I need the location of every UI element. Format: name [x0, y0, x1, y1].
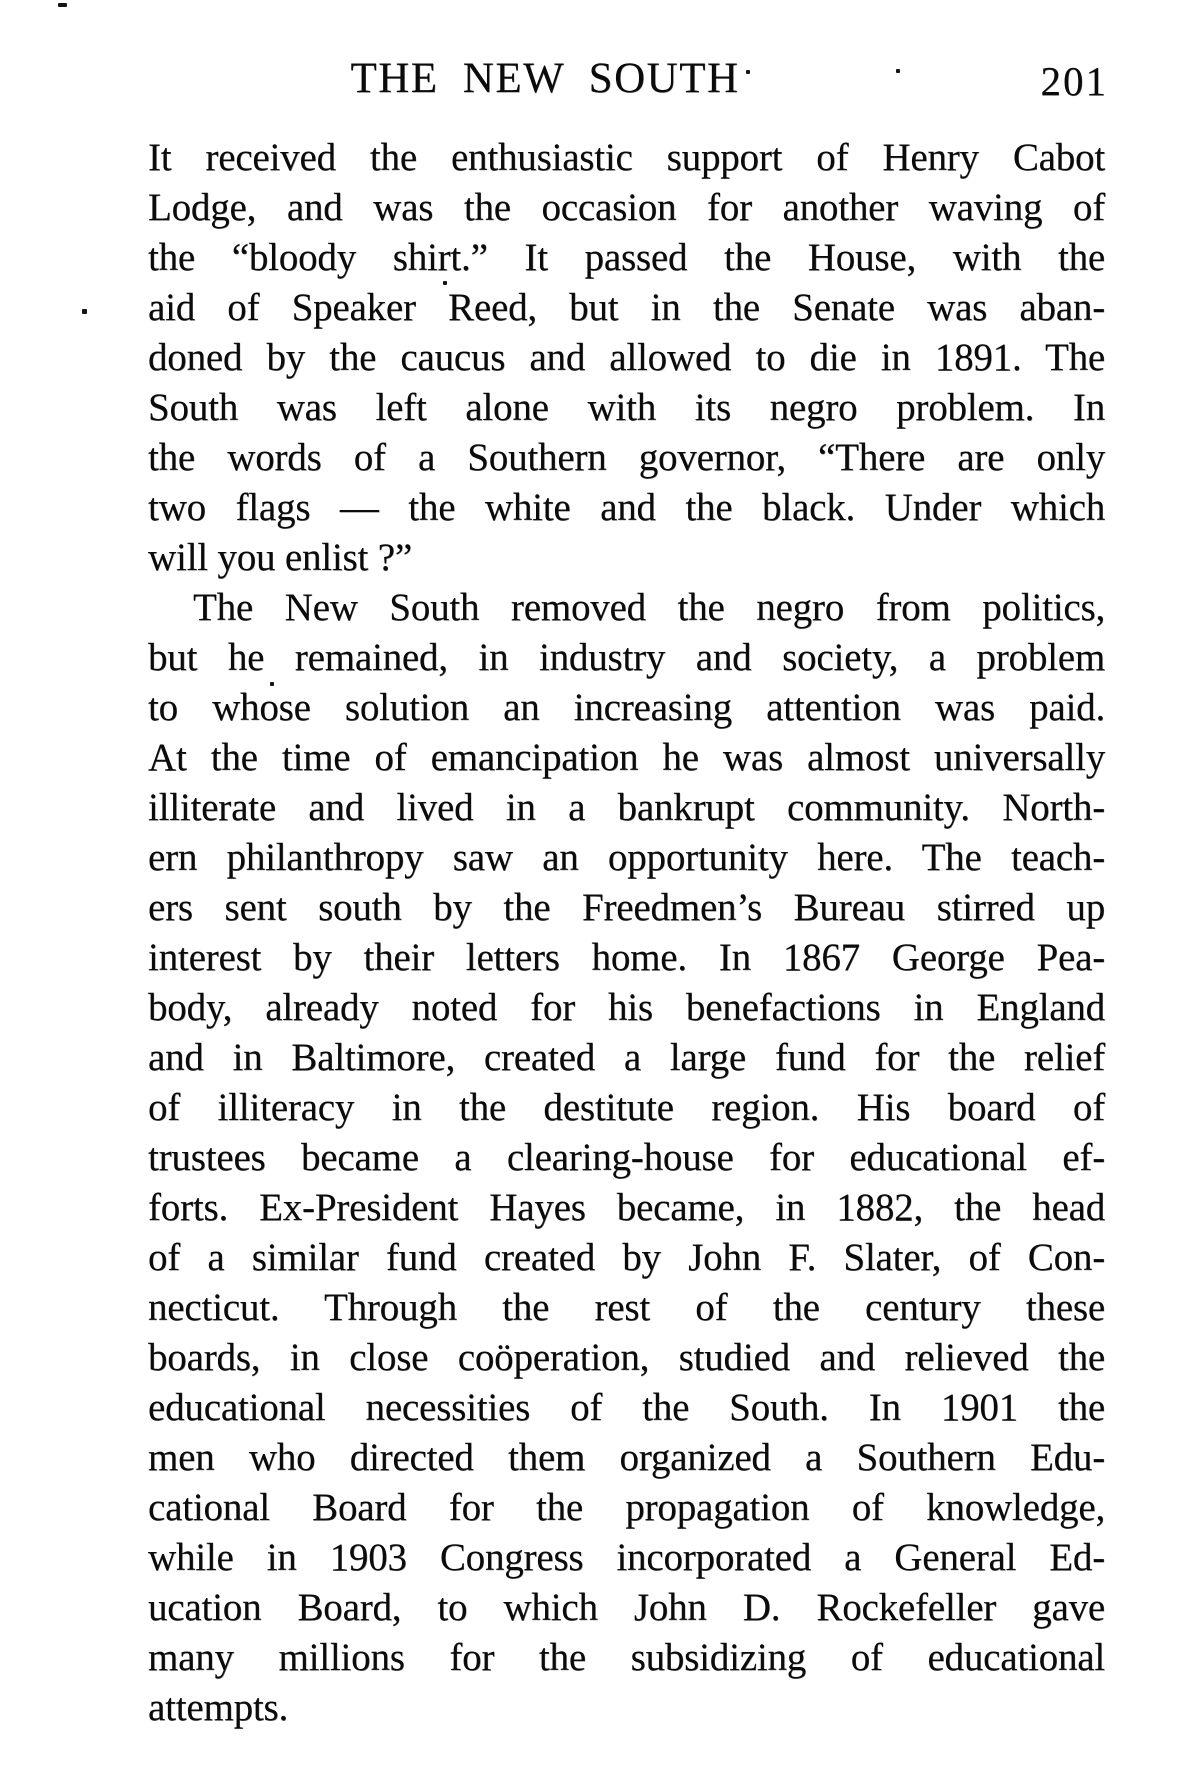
text-line: Lodge, and was the occasion for another waving of	[148, 186, 1105, 229]
scan-speck	[443, 281, 447, 285]
text-line: of illiteracy in the destitute region. His board of	[148, 1086, 1105, 1129]
text-line: necticut. Through the rest of the century these	[148, 1286, 1105, 1329]
text-line: doned by the caucus and allowed to die in 1891. The	[148, 336, 1105, 379]
scan-speck	[82, 309, 87, 314]
scan-speck	[58, 3, 67, 7]
text-line: the “bloody shirt.” It passed the House, with the	[148, 236, 1105, 279]
text-line: South was left alone with its negro problem. In	[148, 386, 1105, 429]
text-line: It received the enthusiastic support of Henry Cabot	[148, 136, 1105, 179]
text-line: The New South removed the negro from politics,	[193, 586, 1105, 629]
text-line: boards, in close coöperation, studied and relieved the	[148, 1336, 1105, 1379]
text-line: will you enlist ?”	[148, 536, 412, 579]
text-line: illiterate and lived in a bankrupt community. North-	[148, 786, 1105, 829]
text-line: ucation Board, to which John D. Rockefeller gave	[148, 1586, 1105, 1629]
text-line: two flags — the white and the black. Under which	[148, 486, 1105, 529]
text-line: educational necessities of the South. In 1901 the	[148, 1386, 1105, 1429]
text-line: men who directed them organized a Southern Edu-	[148, 1436, 1105, 1479]
text-line: and in Baltimore, created a large fund for the relief	[148, 1036, 1105, 1079]
text-line: of a similar fund created by John F. Slater, of Con-	[148, 1236, 1105, 1279]
scan-speck	[270, 682, 274, 686]
text-line: ern philanthropy saw an opportunity here. The teach-	[148, 836, 1105, 879]
page-number: 201	[1040, 58, 1108, 104]
body-text	[148, 133, 1105, 1733]
text-line: aid of Speaker Reed, but in the Senate was aban-	[148, 286, 1105, 329]
scan-speck	[896, 69, 900, 73]
text-line: At the time of emancipation he was almost universally	[148, 736, 1105, 779]
text-line: cational Board for the propagation of knowledge,	[148, 1486, 1105, 1529]
text-line: the words of a Southern governor, “There are only	[148, 436, 1105, 479]
scan-speck	[746, 70, 750, 74]
text-line: forts. Ex-President Hayes became, in 1882, the head	[148, 1186, 1105, 1229]
text-line: interest by their letters home. In 1867 George Pea-	[148, 936, 1105, 979]
text-line: while in 1903 Congress incorporated a General Ed-	[148, 1536, 1105, 1579]
text-line: but he remained, in industry and society, a problem	[148, 636, 1105, 679]
text-line: attempts.	[148, 1686, 289, 1729]
text-line: to whose solution an increasing attention was paid.	[148, 686, 1105, 729]
text-line: ers sent south by the Freedmen’s Bureau stirred up	[148, 886, 1105, 929]
text-line: many millions for the subsidizing of educational	[148, 1636, 1105, 1679]
running-title: THE NEW SOUTH	[350, 55, 740, 102]
text-line: body, already noted for his benefactions in England	[148, 986, 1105, 1029]
text-line: trustees became a clearing-house for educational ef-	[148, 1136, 1105, 1179]
